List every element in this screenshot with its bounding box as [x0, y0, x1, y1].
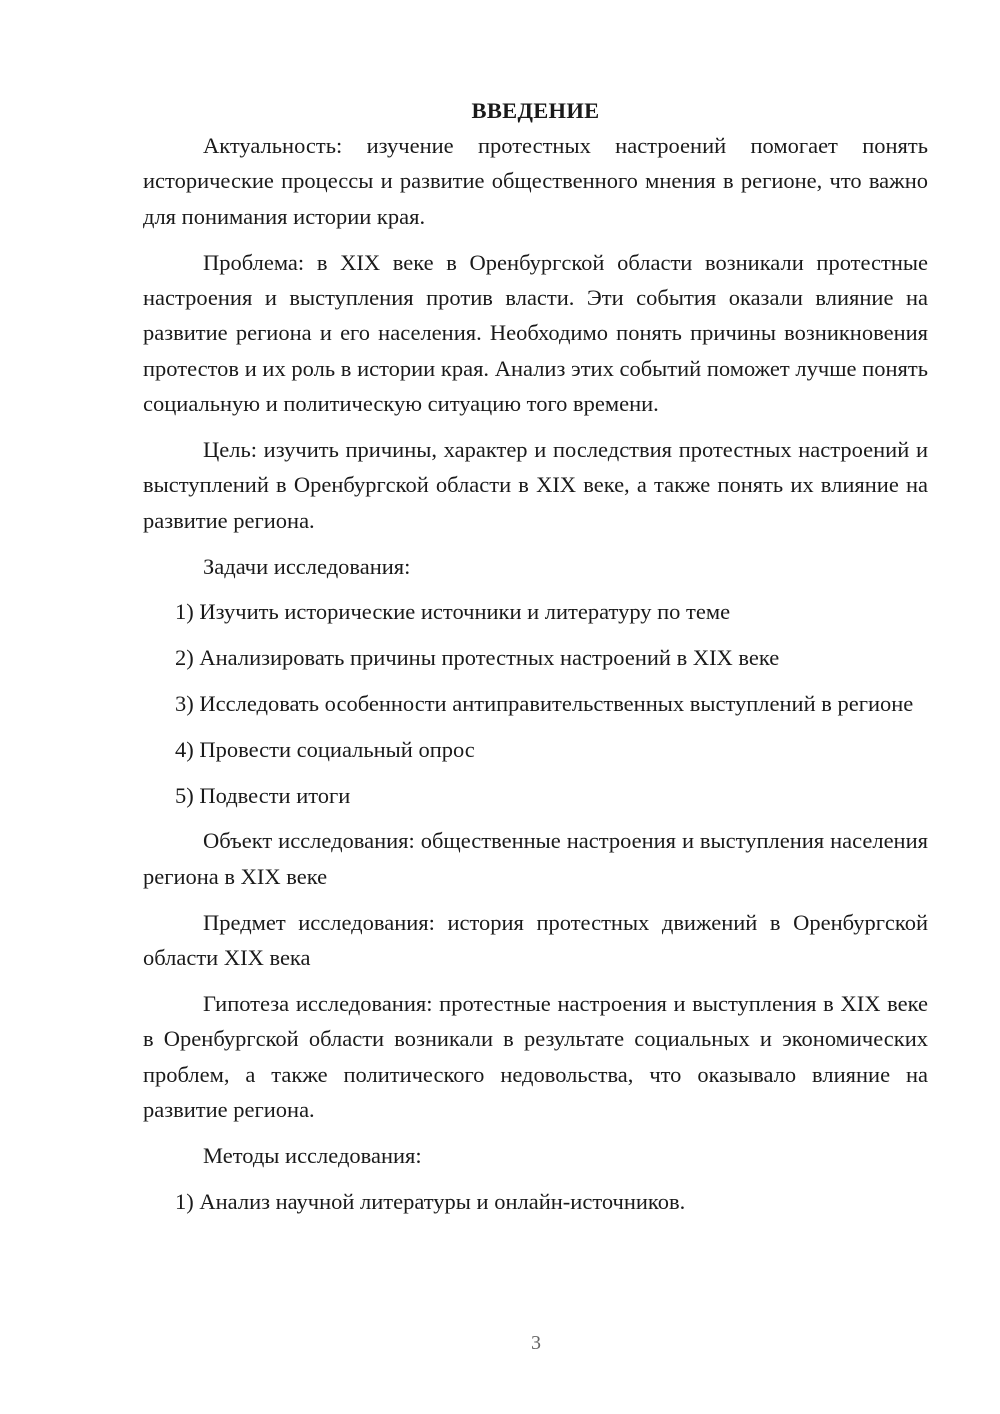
hypothesis-paragraph: Гипотеза исследования: протестные настроения и выступления в XIX веке в Оренбургской области возникали в результате социальных и экономических проблем, а также политического недовольства, что оказывало влияние на развитие региона. — [143, 990, 928, 1123]
task-item-5: 5) Подвести итоги — [175, 782, 351, 808]
problem-paragraph: Проблема: в XIX веке в Оренбургской области возникали протестные настроения и выступления против власти. Эти события оказали влияние на развитие региона и его населения. Необходимо понять причины возникновения протестов и их роль в истории края. Анализ этих событий поможет лучше понять социальную и политическую ситуацию того времени. — [143, 249, 928, 417]
page-number: 3 — [531, 1332, 541, 1354]
section-title: ВВЕДЕНИЕ — [471, 98, 600, 123]
object-paragraph: Объект исследования: общественные настроения и выступления населения региона в XIX веке — [143, 828, 928, 889]
method-item-1: 1) Анализ научной литературы и онлайн-источников. — [175, 1188, 686, 1214]
task-item-4: 4) Провести социальный опрос — [175, 736, 475, 762]
task-item-3: 3) Исследовать особенности антиправительственных выступлений в регионе — [175, 691, 914, 717]
methods-heading: Методы исследования: — [203, 1142, 422, 1168]
task-item-1: 1) Изучить исторические источники и литературу по теме — [175, 599, 731, 625]
page-content — [143, 93, 928, 1229]
tasks-heading: Задачи исследования: — [203, 553, 411, 579]
task-item-2: 2) Анализировать причины протестных настроений в XIX веке — [175, 645, 780, 671]
goal-paragraph: Цель: изучить причины, характер и последствия протестных настроений и выступлений в Оренбургской области в XIX веке, а также понять их влияние на развитие региона. — [143, 437, 928, 533]
relevance-paragraph: Актуальность: изучение протестных настроений помогает понять исторические процессы и развитие общественного мнения в регионе, что важно для понимания истории края. — [143, 133, 928, 229]
subject-paragraph: Предмет исследования: история протестных движений в Оренбургской области XIX века — [143, 909, 928, 971]
